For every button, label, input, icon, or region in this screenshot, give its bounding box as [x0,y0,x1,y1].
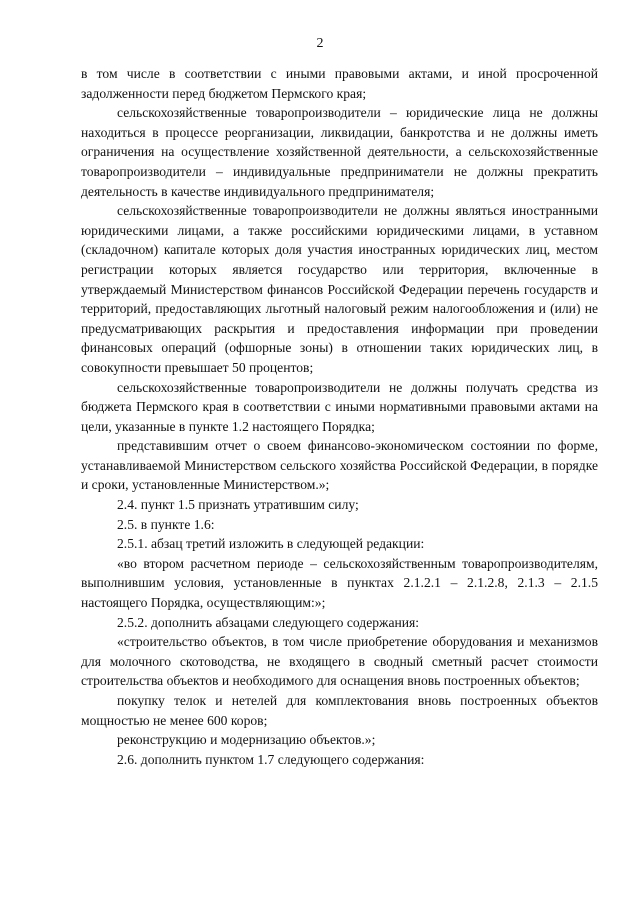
paragraph: 2.4. пункт 1.5 признать утратившим силу; [117,497,359,513]
paragraph: представившим отчет о своем финансово-экономическом состоянии по форме, устанавливаемой Министерством сельского хозяйства Российской Федерации, в порядке и сроки, установленные Министерством.»; [81,438,598,493]
paragraph: реконструкцию и модернизацию объектов.»; [117,732,376,748]
page-number: 2 [316,36,324,51]
document-body [81,64,598,769]
paragraph: 2.5. в пункте 1.6: [117,516,215,532]
paragraph: сельскохозяйственные товаропроизводители не должны получать средства из бюджета Пермского края в соответствии с иными нормативными правовыми актами на цели, указанные в пункте 1.2 настоящего Порядка; [81,379,598,434]
paragraph: сельскохозяйственные товаропроизводители не должны являться иностранными юридическими лицами, а также российскими юридическими лицами, в уставном (складочном) капитале которых доля участия иностранных юридических лиц, местом регистрации которых является государство или территория, включенные в утверждаемый Министерством финансов Российской Федерации перечень государств и территорий, предоставляющих льготный налоговый режим налогообложения и (или) не предусматривающих раскрытия и предоставления информации при проведении финансовых операций (офшорные зоны) в отношении таких юридических лиц, в совокупности превышает 50 процентов; [81,203,598,375]
paragraph: 2.5.1. абзац третий изложить в следующей редакции: [117,536,425,552]
paragraph: «во втором расчетном периоде – сельскохозяйственным товаропроизводителям, выполнившим условия, установленные в пунктах 2.1.2.1 – 2.1.2.8, 2.1.3 – 2.1.5 настоящего Порядка, осуществляющим:»; [81,555,598,611]
paragraph: сельскохозяйственные товаропроизводители – юридические лица не должны находиться в процессе реорганизации, ликвидации, банкротства и не должны иметь ограничения на осуществление хозяйственной деятельности, а сельскохозяйственные товаропроизводители – индивидуальные предприниматели не должны прекратить деятельность в качестве индивидуального предпринимателя; [81,105,598,199]
paragraph: покупку телок и нетелей для комплектования вновь построенных объектов мощностью не менее 600 коров; [81,693,598,728]
paragraph: в том числе в соответствии с иными правовыми актами, и иной просроченной задолженности перед бюджетом Пермского края; [81,66,598,101]
paragraph: 2.5.2. дополнить абзацами следующего содержания: [117,614,420,630]
paragraph: «строительство объектов, в том числе приобретение оборудования и механизмов для молочного скотоводства, не входящего в сводный сметный расчет стоимости строительства объектов и необходимого для оснащения вновь построенных объектов; [81,634,598,689]
paragraph: 2.6. дополнить пунктом 1.7 следующего содержания: [117,751,425,767]
